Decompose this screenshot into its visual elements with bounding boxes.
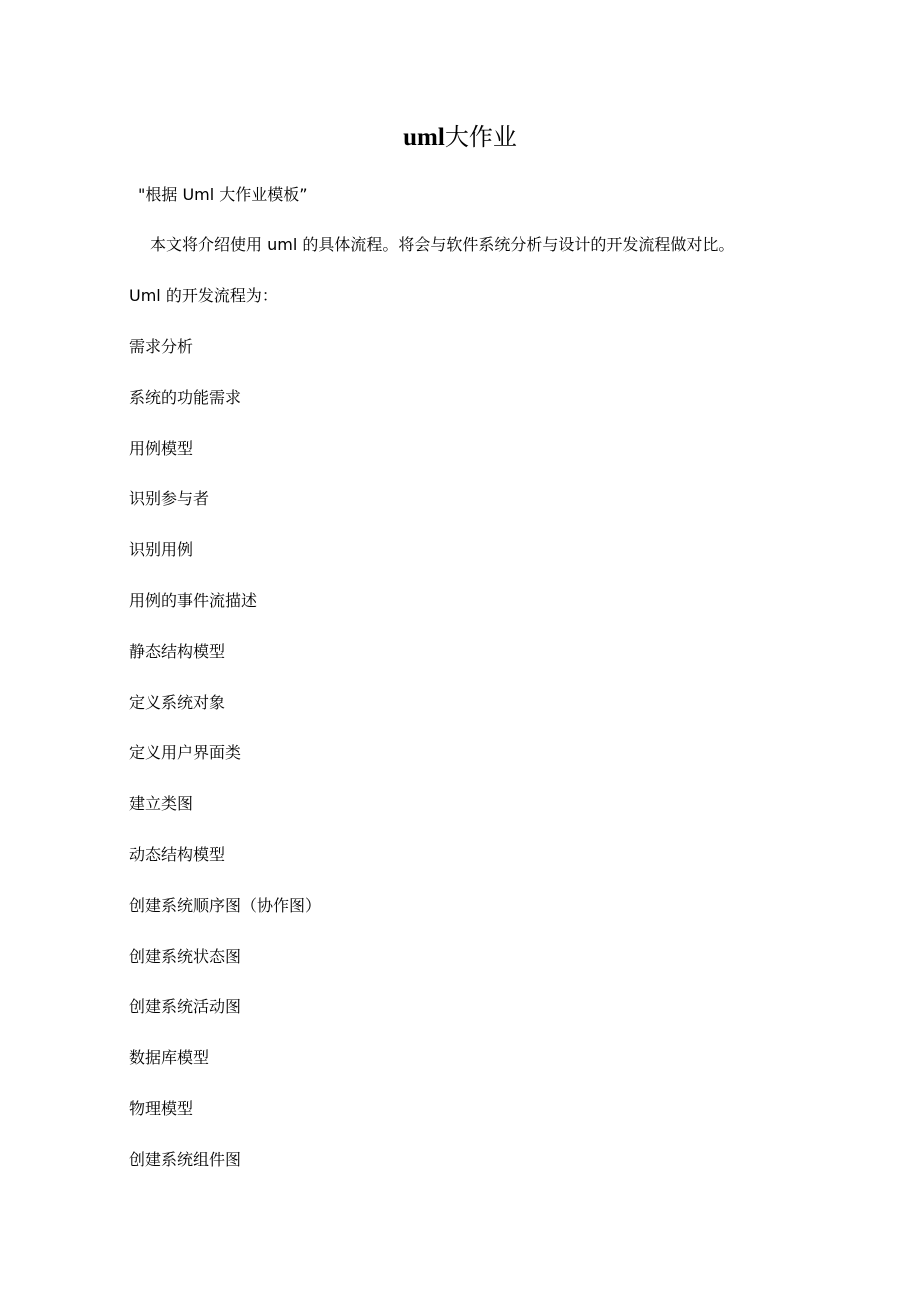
process-steps-list <box>129 335 321 1199</box>
process-step: 创建系统组件图 <box>129 1149 242 1169</box>
document-title-latin: uml <box>403 124 445 151</box>
process-step: 创建系统活动图 <box>129 997 242 1017</box>
process-step: 创建系统状态图 <box>129 946 242 966</box>
process-step: 需求分析 <box>129 337 194 356</box>
document-title <box>0 119 920 156</box>
process-step: 用例模型 <box>129 438 194 458</box>
process-step: 数据库模型 <box>129 1048 210 1068</box>
flow-heading: Uml 的开发流程为： <box>129 286 278 305</box>
process-step: 定义系统对象 <box>129 692 226 712</box>
intro-paragraph: 本文将介绍使用 uml 的具体流程。将会与软件系统分析与设计的开发流程做对比。 <box>150 235 735 254</box>
process-step: 动态结构模型 <box>129 844 226 864</box>
process-step: 定义用户界面类 <box>129 743 242 763</box>
process-step: 静态结构模型 <box>129 641 226 661</box>
process-step: 物理模型 <box>129 1098 194 1118</box>
process-step: 建立类图 <box>129 794 194 814</box>
template-quote: "根据 Uml 大作业模板” <box>138 185 308 204</box>
document-title-cjk: 大作业 <box>444 123 517 151</box>
process-step: 系统的功能需求 <box>129 387 242 407</box>
process-step: 创建系统顺序图（协作图） <box>129 895 322 915</box>
process-step: 用例的事件流描述 <box>129 590 258 610</box>
process-step: 识别用例 <box>129 540 194 560</box>
process-step: 识别参与者 <box>129 489 210 509</box>
